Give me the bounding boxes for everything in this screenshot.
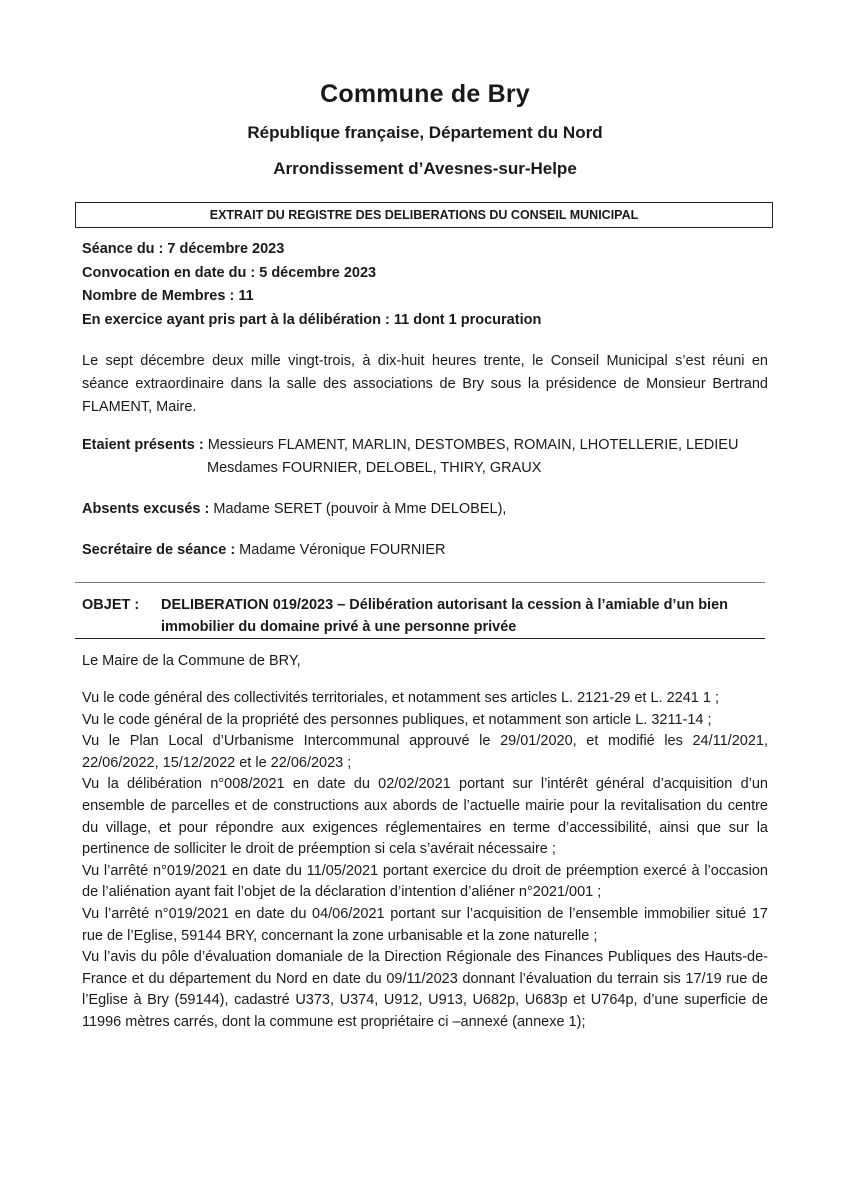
vu-item: Vu l’avis du pôle d’évaluation domaniale de la Direction Régionale des Finances Publiques des Hauts-de-France et du département du Nord en date du 09/11/2023 donnant l’évaluation du terrain sis 17/19 rue de l’Eglise à Bry (59144), cadastré U373, U374, U912, U913, U682p, U683p et U764p, d’une superficie de 11996 mètres carrés, dont la commune est propriétaire ci –annexé (annexe 1);: [82, 949, 768, 1030]
present-label: Etaient présents :: [82, 437, 204, 453]
vu-item: Vu l’arrêté n°019/2021 en date du 11/05/2021 portant exercice du droit de préemption exercé à l’occasion de l’aliénation ayant fait l’objet de la déclaration d’intention d’aliéner n°2021/001 ;: [82, 862, 768, 901]
present-men: Messieurs FLAMENT, MARLIN, DESTOMBES, ROMAIN, LHOTELLERIE, LEDIEU: [203, 437, 739, 453]
present-women: Mesdames FOURNIER, DELOBEL, THIRY, GRAUX: [207, 460, 542, 476]
objet-value: DELIBERATION 019/2023 – Délibération autorisant la cession à l’amiable d’un bien immobilier du domaine privé à une personne privée: [161, 597, 729, 635]
session-meta: [82, 238, 541, 332]
vu-item: Vu le code général des collectivités territoriales, et notamment ses articles L. 2121-29 et L. 2241 1 ;: [82, 690, 720, 706]
member-count: Nombre de Membres : 11: [82, 288, 254, 304]
members-in-office: En exercice ayant pris part à la délibération : 11 dont 1 procuration: [82, 311, 542, 328]
extract-title-box: EXTRAIT DU REGISTRE DES DELIBERATIONS DU CONSEIL MUNICIPAL: [75, 202, 773, 228]
objet-block: [82, 594, 768, 638]
divider-bottom: [75, 638, 765, 639]
commune-title: Commune de Bry: [320, 80, 530, 108]
absent-members: [82, 498, 506, 521]
session-secretary: [82, 539, 445, 562]
session-date: Séance du : 7 décembre 2023: [82, 241, 285, 257]
objet-label: OBJET :: [82, 597, 140, 613]
vu-item: Vu la délibération n°008/2021 en date du 02/02/2021 portant sur l’intérêt général d’acquisition d’un ensemble de parcelles et de constructions aux abords de l’actuelle mairie pour la revitalisation du centre du village, et pour répondre aux exigences réglementaires en terme d’accessibilité, ainsi que sur la pertinence de solliciter le droit de préemption si cela s’avérait nécessaire ;: [82, 776, 768, 858]
absent-label: Absents excusés :: [82, 501, 210, 517]
intro-paragraph: Le sept décembre deux mille vingt-trois, à dix-huit heures trente, le Conseil Municipal s’est réuni en séance extraordinaire dans la salle des associations de Bry sous la présidence de Monsieur Bertrand FLAMENT, Maire.: [82, 353, 768, 415]
secretary-value: Madame Véronique FOURNIER: [235, 542, 446, 558]
divider-top: [75, 582, 765, 583]
vu-item: Vu le Plan Local d’Urbanisme Intercommunal approuvé le 29/01/2020, et modifié les 24/11/2021, 22/06/2022, 15/12/2022 et le 22/06/2023 ;: [82, 733, 768, 771]
mayor-line: Le Maire de la Commune de BRY,: [82, 653, 301, 669]
vu-list: [82, 688, 768, 1034]
vu-item: Vu le code général de la propriété des personnes publiques, et notamment son article L. 3211-14 ;: [82, 711, 712, 728]
secretary-label: Secrétaire de séance :: [82, 542, 236, 558]
republic-subtitle: République française, Département du Nord: [247, 123, 603, 142]
arrondissement-subtitle: Arrondissement d’Avesnes-sur-Helpe: [273, 159, 577, 178]
present-members: [82, 434, 738, 480]
vu-item: Vu l’arrêté n°019/2021 en date du 04/06/2021 portant sur l’acquisition de l’ensemble immobilier situé 17 rue de l’Eglise, 59144 BRY, concernant la zone urbanisable et la zone naturelle ;: [82, 905, 768, 944]
convocation-date: Convocation en date du : 5 décembre 2023: [82, 264, 377, 281]
absent-value: Madame SERET (pouvoir à Mme DELOBEL),: [209, 501, 507, 517]
